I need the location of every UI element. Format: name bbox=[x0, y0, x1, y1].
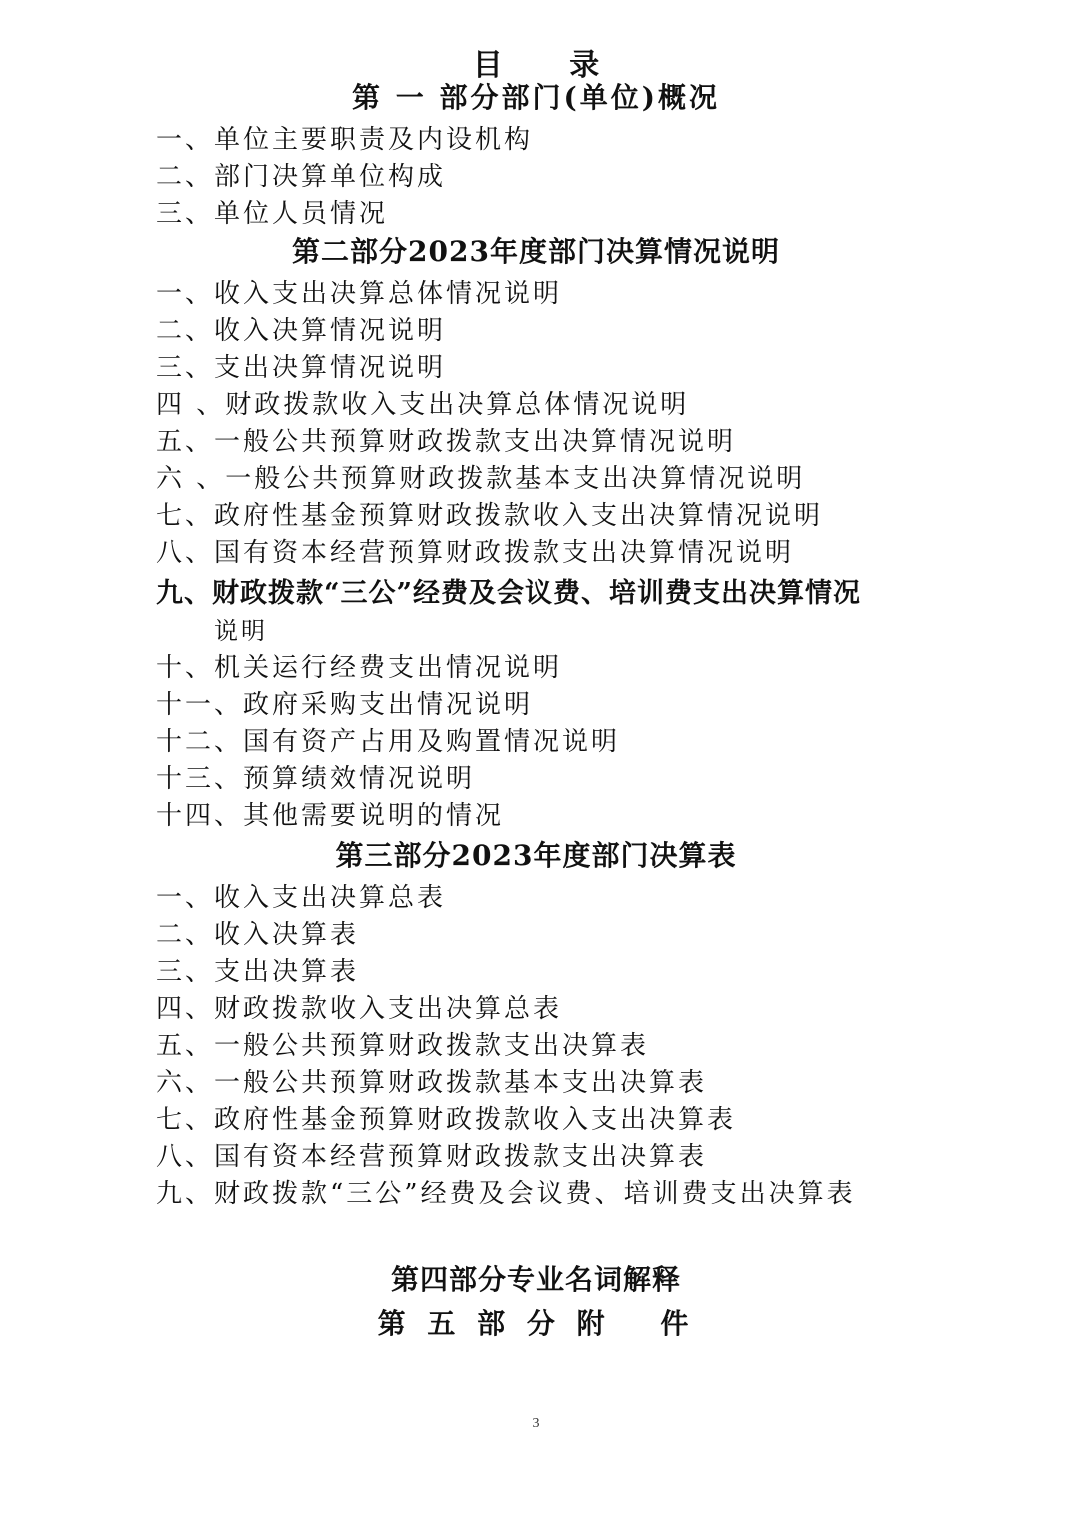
toc-item: 一、单位主要职责及内设机构 bbox=[156, 125, 534, 155]
toc-item: 五、一般公共预算财政拨款支出决算情况说明 bbox=[156, 427, 737, 457]
toc-item: 三、支出决算表 bbox=[156, 957, 360, 987]
toc-item: 十四、其他需要说明的情况 bbox=[156, 801, 505, 831]
toc-item-continuation: 说明 bbox=[214, 617, 268, 645]
toc-item: 二、部门决算单位构成 bbox=[156, 162, 447, 192]
part2-heading: 第二部分2023年度部门决算情况说明 bbox=[292, 235, 780, 268]
toc-item: 二、收入决算表 bbox=[156, 920, 360, 950]
toc-item: 十一、政府采购支出情况说明 bbox=[156, 690, 534, 720]
toc-title: 目 录 bbox=[472, 48, 628, 83]
toc-item-bold: 九、财政拨款“三公”经费及会议费、培训费支出决算情况 bbox=[156, 578, 862, 609]
toc-item: 七、政府性基金预算财政拨款收入支出决算情况说明 bbox=[156, 501, 824, 531]
toc-item: 八、国有资本经营预算财政拨款支出决算表 bbox=[156, 1142, 708, 1172]
toc-item: 一、收入支出决算总体情况说明 bbox=[156, 279, 563, 309]
toc-item: 二、收入决算情况说明 bbox=[156, 316, 447, 346]
page-number: 3 bbox=[532, 1416, 540, 1431]
part3-heading: 第三部分2023年度部门决算表 bbox=[335, 839, 737, 872]
part5-heading: 第 五 部 分 附 件 bbox=[377, 1307, 695, 1340]
toc-item: 十三、预算绩效情况说明 bbox=[156, 764, 476, 794]
toc-item: 七、政府性基金预算财政拨款收入支出决算表 bbox=[156, 1105, 737, 1135]
part2-list bbox=[156, 276, 823, 572]
toc-item: 六、一般公共预算财政拨款基本支出决算表 bbox=[156, 1068, 708, 1098]
part3-list bbox=[156, 880, 856, 1213]
toc-item: 三、支出决算情况说明 bbox=[156, 353, 447, 383]
part2-list-continued bbox=[156, 650, 620, 835]
part4-heading: 第四部分专业名词解释 bbox=[390, 1263, 681, 1296]
toc-item: 六 、一般公共预算财政拨款基本支出决算情况说明 bbox=[156, 464, 806, 494]
toc-item: 五、一般公共预算财政拨款支出决算表 bbox=[156, 1031, 650, 1061]
toc-item: 四 、财政拨款收入支出决算总体情况说明 bbox=[156, 390, 690, 420]
toc-item: 九、财政拨款“三公”经费及会议费、培训费支出决算表 bbox=[156, 1179, 856, 1209]
toc-item: 一、收入支出决算总表 bbox=[156, 883, 447, 913]
toc-item: 十、机关运行经费支出情况说明 bbox=[156, 653, 563, 683]
toc-item: 八、国有资本经营预算财政拨款支出决算情况说明 bbox=[156, 538, 795, 568]
part1-heading: 第 一 部分部门(单位)概况 bbox=[352, 81, 720, 114]
toc-item: 十二、国有资产占用及购置情况说明 bbox=[156, 727, 621, 757]
toc-item: 四、财政拨款收入支出决算总表 bbox=[156, 994, 563, 1024]
part1-list bbox=[156, 122, 533, 233]
toc-item: 三、单位人员情况 bbox=[156, 199, 389, 229]
